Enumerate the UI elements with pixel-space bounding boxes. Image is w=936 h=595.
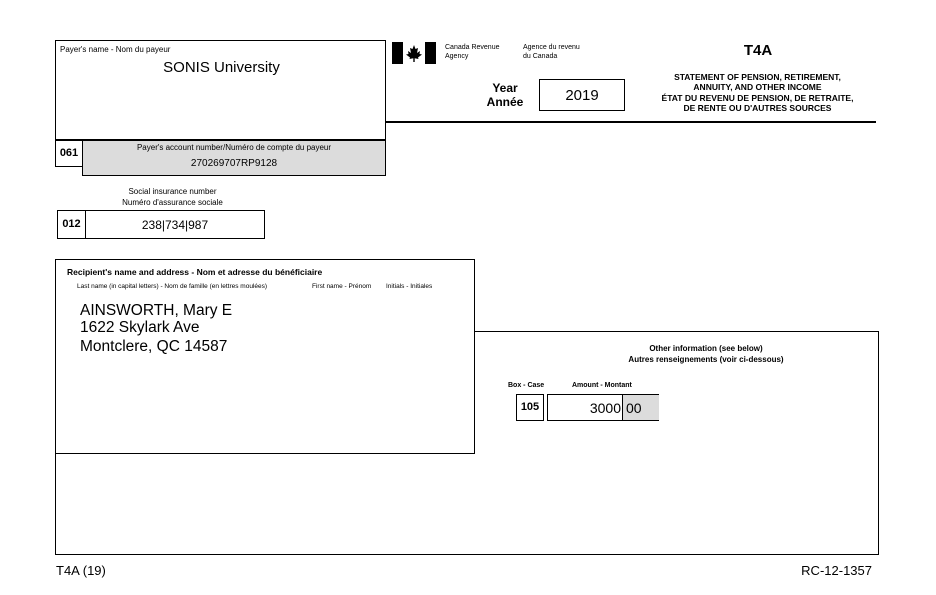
sin-label-fr: Numéro d'assurance sociale [122,198,223,207]
agency-en-line2: Agency [445,53,469,60]
form-title-line3: ÉTAT DU REVENU DE PENSION, DE RETRAITE, [661,92,854,103]
agency-fr-line1: Agence du revenu [523,44,580,51]
amount-cents: 00 [626,400,642,416]
form-title-line1: STATEMENT OF PENSION, RETIREMENT, [674,72,841,82]
payer-name-box [55,40,386,140]
recipient-name-line: AINSWORTH, Mary E [80,302,233,319]
year-label-fr: Année [486,95,524,109]
payer-account-field [82,140,386,176]
recipient-title: Recipient's name and address - Nom et adresse du bénéficiaire [67,267,323,277]
header-divider [386,121,876,123]
agency-name-en [445,43,500,61]
sin-label-en: Social insurance number [128,187,217,196]
other-info-title [556,343,856,365]
sin-value: 238|734|987 [141,218,209,232]
sin-label [90,186,255,208]
form-title [640,72,875,113]
agency-fr-line2: du Canada [523,53,558,60]
other-info-box-code: 105 [520,401,540,413]
payer-account-box-number [55,140,83,167]
agency-en-line1: Canada Revenue [445,44,500,51]
recipient-city-line: Montclere, QC 14587 [80,338,228,355]
recipient-last-name-hint: Last name (in capital letters) - Nom de famille (en lettres moulées) [77,283,268,290]
amount-cents-cell [622,395,659,420]
sin-box-number [57,210,86,239]
other-info-title-fr: Autres renseignements (voir ci-dessous) [628,355,784,364]
recipient-first-name-hint: First name - Prénom [312,283,372,290]
recipient-street-line: 1622 Skylark Ave [80,318,200,336]
form-title-line2: ANNUITY, AND OTHER INCOME [693,82,822,93]
year-value: 2019 [565,87,599,104]
other-info-title-en: Other information (see below) [649,344,763,353]
amount-dollars: 3000 [589,400,621,416]
year-label-en: Year [492,81,518,95]
box-column-header: Box - Case [508,382,545,389]
year-label [483,81,527,109]
recipient-box [55,259,475,454]
year-field [539,79,625,111]
form-title-line4: DE RENTE OU D'AUTRES SOURCES [683,102,832,113]
other-info-amount-field [547,394,659,421]
amount-column-header: Amount - Montant [572,382,632,389]
sin-field [85,210,265,239]
form-code-title: T4A [743,42,773,59]
agency-name-fr [523,43,580,61]
payer-account-value: 270269707RP9128 [190,158,278,169]
payer-account-label: Payer's account number/Numéro de compte du payeur [136,143,332,152]
recipient-address [80,303,232,356]
payer-name-value: SONIS University [163,59,280,76]
footer-form-code: T4A (19) [56,563,106,578]
recipient-initials-hint: Initials - Initiales [386,283,433,290]
payer-account-box-code: 061 [59,147,79,159]
sin-box-code: 012 [62,218,81,230]
footer-form-number: RC-12-1357 [801,563,872,578]
other-info-box-number [516,394,544,421]
canada-flag-icon [392,42,436,64]
payer-name-label: Payer's name - Nom du payeur [60,45,171,54]
